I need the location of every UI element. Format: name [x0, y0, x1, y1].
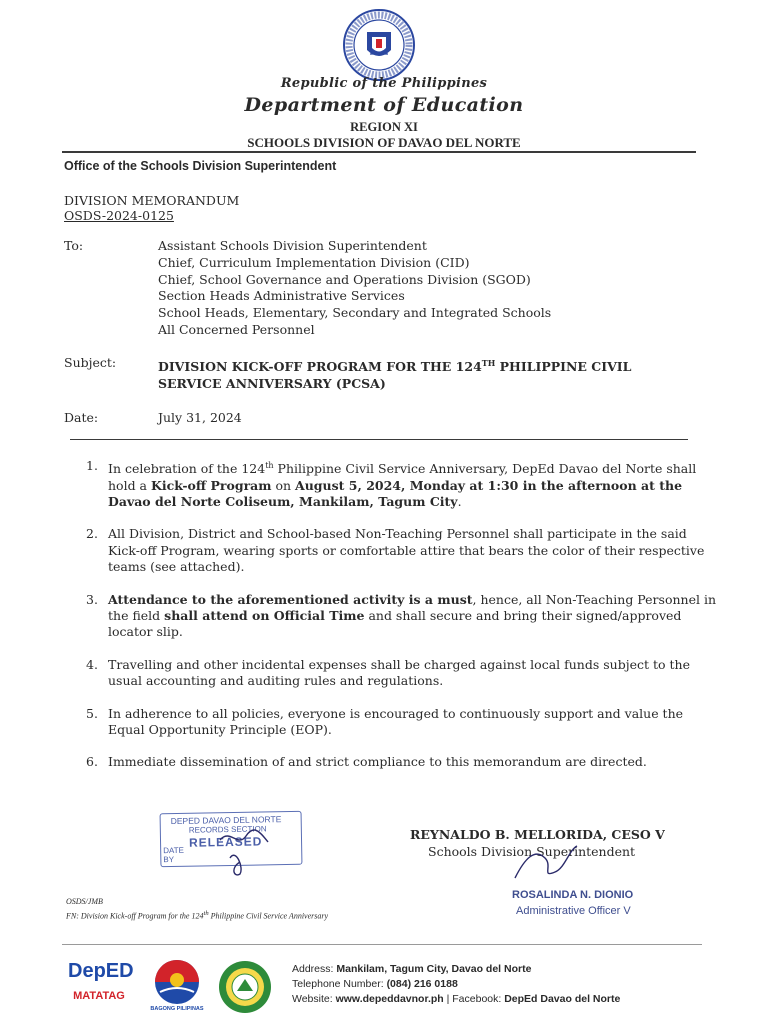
recipient-item: Section Heads Administrative Services	[158, 288, 405, 304]
facebook-link[interactable]: DepEd Davao del Norte	[504, 993, 621, 1005]
item-superscript: th	[265, 461, 274, 470]
item-bold-text: Attendance to the aforementioned activity is a must	[108, 591, 473, 607]
phone-value: (084) 216 0188	[386, 978, 458, 990]
body-divider	[70, 439, 688, 440]
memo-item	[80, 754, 720, 770]
recipient-item: Assistant Schools Division Superintendent	[158, 238, 427, 253]
reference-filename	[66, 910, 328, 921]
address-value: Mankilam, Tagum City, Davao del Norte	[336, 963, 532, 975]
subject-text	[158, 355, 678, 392]
item-number: 1.	[86, 458, 98, 473]
footer-phone	[292, 978, 458, 990]
memo-item	[80, 706, 720, 739]
filename-superscript: th	[203, 910, 209, 917]
footer-divider	[62, 944, 702, 945]
item-text: All Division, District and School-based Non-Teaching Personnel shall participate in the said Kick-off Program, wearing sports or comfortable attire that bears the color of their respective teams (see attached).	[108, 526, 705, 575]
division-heading: SCHOOLS DIVISION OF DAVAO DEL NORTE	[247, 135, 521, 150]
website-label: Website:	[292, 993, 336, 1005]
deped-logo-text: DepED	[68, 960, 134, 982]
filename-text: Philippine Civil Service Anniversary	[208, 911, 329, 921]
division-seal-icon	[218, 960, 272, 1014]
item-bold-text: Kick-off Program	[150, 477, 272, 493]
matatag-logo-text: MATATAG	[73, 990, 125, 1002]
subject-label: Subject:	[64, 355, 117, 370]
republic-heading: Republic of the Philippines	[280, 76, 488, 91]
bagong-pilipinas-logo	[146, 958, 208, 1016]
reference-initials: OSDS/JMB	[66, 897, 103, 906]
item-bold-text: shall attend on Official Time	[164, 608, 365, 623]
stamp-line: DEPED DAVAO DEL NORTE	[170, 814, 282, 827]
signatory-title: Schools Division Superintendent	[428, 844, 636, 859]
deped-seal-icon	[342, 8, 416, 82]
memo-item	[80, 657, 720, 690]
item-text: , hence, all Non-Teaching Personnel in the field	[108, 591, 716, 623]
attestation-name: ROSALINDA N. DIONIO	[512, 889, 634, 901]
recipient-list	[158, 238, 551, 339]
recipient-item: School Heads, Elementary, Secondary and Integrated Schools	[158, 305, 552, 321]
recipient-item: Chief, School Governance and Operations Division (SGOD)	[158, 271, 531, 287]
item-number: 3.	[86, 591, 98, 607]
date-label: Date:	[64, 410, 99, 425]
signatory-name: REYNALDO B. MELLORIDA, CESO V	[410, 827, 665, 842]
item-text: Travelling and other incidental expenses shall be charged against local funds subject to the usual accounting and auditing rules and regulations.	[108, 656, 690, 689]
phone-label: Telephone Number:	[292, 978, 387, 990]
item-text: In adherence to all policies, everyone is encouraged to continuously support and value the Equal Opportunity Principle (EOP).	[108, 705, 684, 738]
stamp-line: RECORDS SECTION	[188, 824, 267, 835]
memo-item	[80, 458, 720, 510]
item-bold-text: August 5, 2024, Monday at 1:30 in the afternoon at the Davao del Norte Coliseum, Mankilam, Tagum City	[108, 477, 683, 509]
office-label: Office of the Schools Division Superintendent	[64, 159, 337, 173]
memo-item	[80, 592, 720, 641]
attestation-title: Administrative Officer V	[516, 905, 631, 917]
item-number: 2.	[86, 526, 98, 542]
memo-item	[80, 526, 720, 575]
stamp-released: RELEASED	[188, 834, 263, 850]
bagong-pilipinas-text: BAGONG PILIPINAS	[150, 1006, 204, 1012]
item-text: .	[457, 493, 462, 509]
subject-line2: SERVICE ANNIVERSARY (PCSA)	[158, 376, 386, 392]
memo-body-list	[80, 458, 720, 787]
address-label: Address:	[292, 963, 337, 975]
stamp-signature-icon	[200, 818, 290, 878]
department-heading: Department of Education	[244, 94, 524, 116]
recipient-item: Chief, Curriculum Implementation Division (CID)	[158, 254, 470, 270]
recipient-item: All Concerned Personnel	[158, 321, 315, 337]
to-label: To:	[64, 238, 84, 253]
signature-icon	[505, 838, 585, 888]
footer-web	[292, 993, 620, 1005]
stamp-by-label: BY	[163, 854, 175, 865]
memo-type: DIVISION MEMORANDUM	[64, 193, 240, 208]
item-text: on	[271, 477, 296, 493]
subject-line1-end: PHILIPPINE CIVIL	[495, 359, 632, 375]
region-heading: REGION XI	[350, 120, 418, 134]
facebook-label: | Facebook:	[443, 993, 505, 1005]
stamp-date-label: DATE	[163, 845, 185, 856]
item-text: and shall secure and bring their signed/approved locator slip.	[108, 608, 682, 640]
bagong-pilipinas-icon	[146, 958, 208, 1006]
subject-superscript: TH	[481, 358, 496, 368]
item-text: Immediate dissemination of and strict compliance to this memorandum are directed.	[108, 754, 647, 770]
deped-matatag-logo	[68, 958, 134, 1014]
subject-line1-start: DIVISION KICK-OFF PROGRAM FOR THE 124	[158, 359, 482, 375]
item-number: 6.	[86, 754, 98, 770]
filename-text: FN: Division Kick-off Program for the 124	[66, 911, 204, 921]
item-number: 5.	[86, 705, 98, 721]
memo-date: July 31, 2024	[158, 410, 242, 425]
website-link[interactable]: www.depeddavnor.ph	[335, 993, 444, 1005]
item-number: 4.	[86, 656, 98, 672]
memo-number: OSDS-2024-0125	[64, 208, 174, 223]
item-text: Philippine Civil Service Anniversary, DepEd Davao del Norte shall hold a	[108, 461, 697, 493]
item-text: In celebration of the 124	[108, 461, 266, 477]
footer-address	[292, 963, 531, 975]
header-divider	[62, 151, 696, 153]
